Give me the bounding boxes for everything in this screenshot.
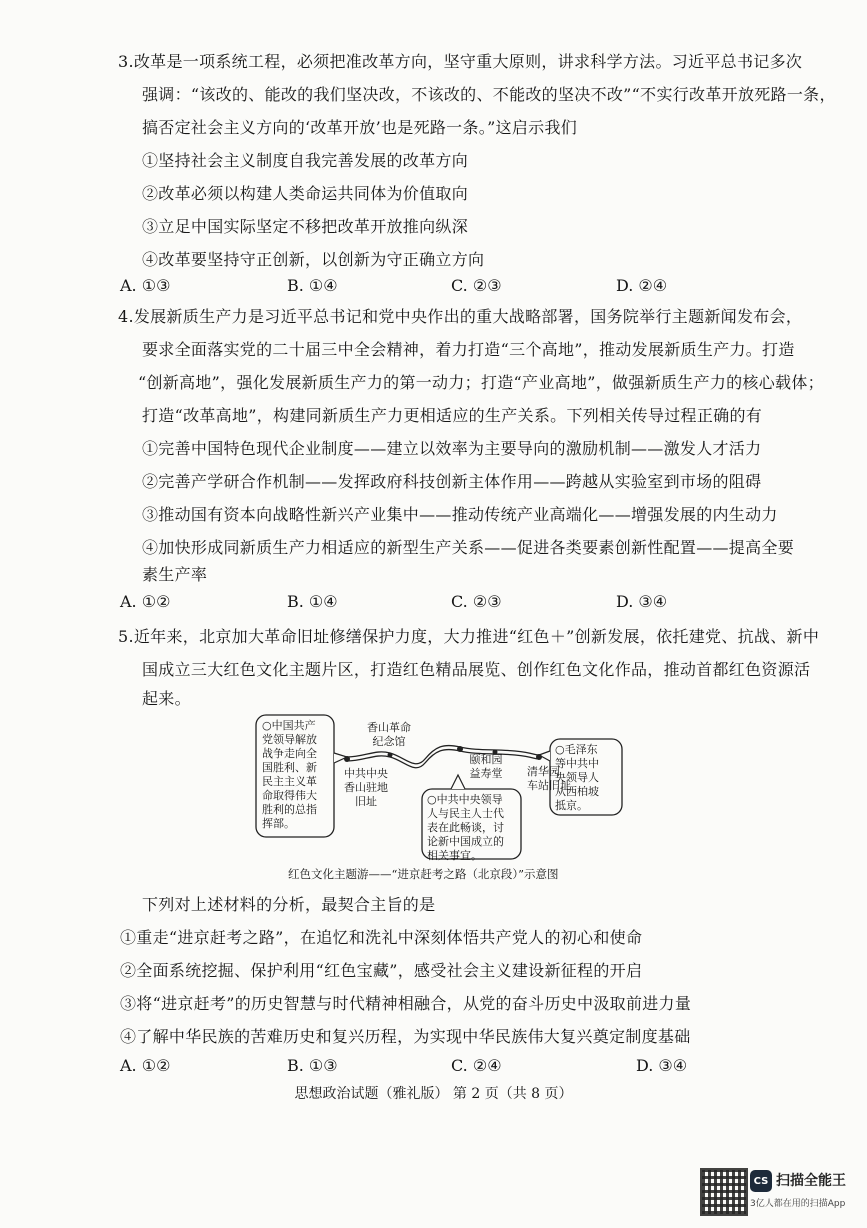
scanner-app-name: 扫描全能王	[776, 1173, 846, 1189]
q4-option-d[interactable]: D. ③④	[616, 592, 668, 611]
q5-option-c[interactable]: C. ②④	[451, 1056, 502, 1075]
qr-code-icon	[700, 1168, 748, 1216]
q3-option-c[interactable]: C. ②③	[451, 276, 502, 295]
q4-line-2: 要求全面落实党的二十届三中全会精神，着力打造“三个高地”，推动发展新质生产力。打造	[142, 340, 795, 359]
q5-option-b[interactable]: B. ①③	[287, 1056, 338, 1075]
scanner-tagline: 3亿人都在用的扫描App	[750, 1199, 846, 1209]
q5-item-4: ④了解中华民族的苦难历史和复兴历程，为实现中华民族伟大复兴奠定制度基础	[120, 1027, 691, 1046]
q4-item-3: ③推动国有资本向战略性新兴产业集中——推动传统产业高端化——增强发展的内生动力	[142, 505, 778, 524]
stop-xiangshan-memorial: 香山革命 纪念馆	[367, 721, 411, 748]
stop-xiangshan-residence: 中共中央 香山驻地 旧址	[344, 767, 388, 808]
q4-item-4-cont: 素生产率	[142, 565, 208, 584]
q4-line-1: 4.发展新质生产力是习近平总书记和党中央作出的重大战略部署，国务院举行主题新闻发布会，	[118, 307, 803, 326]
q4-line-4: 打造“改革高地”，构建同新质生产力更相适应的生产关系。下列相关传导过程正确的有	[142, 406, 763, 425]
q4-item-1: ①完善中国特色现代企业制度——建立以效率为主要导向的激励机制——激发人才活力	[142, 439, 762, 458]
q5-item-1: ①重走“进京赶考之路”，在追忆和洗礼中深刻体悟共产党人的初心和使命	[120, 928, 643, 947]
q3-item-2: ②改革必须以构建人类命运共同体为价值取向	[142, 184, 469, 203]
q5-line-2: 国成立三大红色文化主题片区，打造红色精品展览、创作红色文化作品，推动首都红色资源活	[142, 660, 811, 679]
stop-yiheyuan-yishoutang: 颐和园 益寿堂	[469, 753, 503, 780]
q5-item-3: ③将“进京赶考”的历史智慧与时代精神相融合，从党的奋斗历史中汲取前进力量	[120, 994, 692, 1013]
q3-item-3: ③立足中国实际坚定不移把改革开放推向纵深	[142, 217, 469, 236]
q4-option-c[interactable]: C. ②③	[451, 592, 502, 611]
q3-option-d[interactable]: D. ②④	[616, 276, 668, 295]
route-diagram	[255, 713, 625, 863]
q3-item-1: ①坚持社会主义制度自我完善发展的改革方向	[142, 151, 469, 170]
note-arrival: ○毛泽东 等中共中 央领导人 从西柏坡 抵京。	[555, 743, 599, 812]
diagram-caption: 红色文化主题游——“进京赶考之路（北京段）”示意图	[288, 867, 559, 881]
q5-item-2: ②全面系统挖掘、保护利用“红色宝藏”，感受社会主义建设新征程的开启	[120, 961, 643, 980]
q4-item-4: ④加快形成同新质生产力相适应的新型生产关系——促进各类要素创新性配置——提高全要	[142, 538, 795, 557]
q3-line-3: 搞否定社会主义方向的‘改革开放’也是死路一条。”这启示我们	[142, 118, 578, 137]
page-footer: 思想政治试题（雅礼版） 第 2 页（共 8 页）	[294, 1086, 573, 1102]
q5-option-a[interactable]: A. ①②	[120, 1056, 171, 1075]
note-consultation: ○中共中央领导 人与民主人士代 表在此畅谈，讨 论新中国成立的 相关事宜。	[427, 793, 504, 862]
q4-line-3: “创新高地”，强化发展新质生产力的第一动力；打造“产业高地”，做强新质生产力的核心载体；	[138, 373, 824, 392]
q3-line-2: 强调：“该改的、能改的我们坚决改，不该改的、不能改的坚决不改”“不实行改革开放死路一条，	[142, 85, 836, 104]
q5-line-1: 5.近年来，北京加大革命旧址修缮保护力度，大力推进“红色＋”创新发展，依托建党、抗战、新中	[118, 627, 820, 646]
stop-qinghuayuan-station: 清华园 车站旧址	[527, 765, 571, 792]
q4-option-a[interactable]: A. ①②	[120, 592, 171, 611]
q3-line-1: 3.改革是一项系统工程，必须把准改革方向，坚守重大原则，讲求科学方法。习近平总书记多次	[118, 52, 803, 71]
q4-item-2: ②完善产学研合作机制——发挥政府科技创新主体作用——跨越从实验室到市场的阻碍	[142, 472, 762, 491]
note-headquarters: ○中国共产 党领导解放 战争走向全 国胜利、新 民主主义革 命取得伟大 胜利的总指 挥部。	[262, 719, 317, 830]
q4-option-b[interactable]: B. ①④	[287, 592, 338, 611]
q5-line-3: 起来。	[142, 689, 191, 708]
q3-item-4: ④改革要坚持守正创新，以创新为守正确立方向	[142, 250, 485, 269]
q3-option-b[interactable]: B. ①④	[287, 276, 338, 295]
q5-stem: 下列对上述材料的分析，最契合主旨的是	[142, 895, 436, 914]
q5-option-d[interactable]: D. ③④	[636, 1056, 688, 1075]
q3-option-a[interactable]: A. ①③	[120, 276, 171, 295]
camscanner-logo-icon: CS	[750, 1170, 772, 1192]
scanner-watermark	[700, 1168, 860, 1220]
